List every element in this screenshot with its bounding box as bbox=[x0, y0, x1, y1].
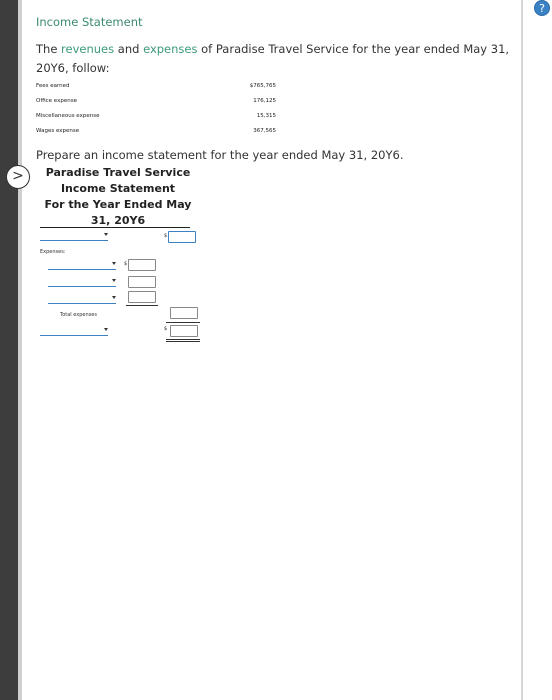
expense-account-select-3[interactable] bbox=[48, 295, 116, 304]
chevron-down-icon bbox=[112, 279, 116, 282]
revenue-amount-input[interactable] bbox=[168, 231, 196, 243]
subtotal-rule bbox=[126, 305, 158, 306]
intro-text-1: The bbox=[36, 42, 62, 56]
table-row bbox=[36, 113, 276, 123]
left-frame-inner bbox=[18, 0, 22, 700]
total-expenses-label: Total expenses bbox=[60, 312, 97, 318]
expand-chevron-icon[interactable]: > bbox=[6, 165, 30, 189]
dollar-sign: $ bbox=[164, 233, 168, 239]
account-value: 176,125 bbox=[253, 98, 276, 104]
account-value: 367,565 bbox=[253, 128, 276, 134]
total-rule bbox=[166, 322, 200, 323]
account-label: Miscellaneous expense bbox=[36, 113, 100, 119]
expenses-label: Expenses: bbox=[40, 249, 66, 255]
expense-amount-input-3[interactable] bbox=[128, 291, 156, 303]
expense-account-select-2[interactable] bbox=[48, 278, 116, 287]
statement-heading bbox=[40, 165, 196, 229]
account-label: Wages expense bbox=[36, 128, 80, 134]
table-row bbox=[36, 98, 276, 108]
chevron-down-icon bbox=[112, 262, 116, 265]
company-name: Paradise Travel Service bbox=[45, 166, 191, 179]
left-frame-bar bbox=[0, 0, 18, 700]
heading-underline bbox=[40, 227, 190, 228]
account-label: Fees earned bbox=[36, 83, 70, 89]
page-title: Income Statement bbox=[36, 15, 143, 29]
total-expenses-input[interactable] bbox=[170, 307, 198, 319]
help-icon[interactable]: ? bbox=[534, 0, 550, 16]
instruction-text: Prepare an income statement for the year ended May 31, 20Y6. bbox=[36, 148, 404, 162]
statement-period-line2: 31, 20Y6 bbox=[90, 214, 146, 227]
intro-text-3: of Paradise Travel Service for the year ended May 31, 20Y6, follow: bbox=[36, 42, 510, 75]
table-row bbox=[36, 128, 276, 138]
revenue-account-select[interactable] bbox=[40, 232, 108, 241]
expense-amount-input-1[interactable] bbox=[128, 259, 156, 271]
table-row bbox=[36, 83, 276, 93]
right-frame-area bbox=[523, 0, 552, 700]
intro-text-2: and bbox=[114, 42, 144, 56]
statement-title: Income Statement bbox=[60, 182, 176, 195]
statement-period-line1: For the Year Ended May bbox=[44, 198, 192, 211]
expense-account-select-1[interactable] bbox=[48, 261, 116, 270]
double-rule-top bbox=[166, 339, 200, 340]
net-income-input[interactable] bbox=[170, 325, 198, 337]
chevron-down-icon bbox=[104, 328, 108, 331]
account-value: $765,765 bbox=[249, 83, 276, 89]
term-revenues-link[interactable]: revenues bbox=[61, 42, 115, 56]
net-income-select[interactable] bbox=[40, 327, 108, 336]
term-expenses-link[interactable]: expenses bbox=[143, 42, 198, 56]
chevron-down-icon bbox=[104, 233, 108, 236]
double-rule-bottom bbox=[166, 341, 200, 342]
account-label: Office expense bbox=[36, 98, 77, 104]
expense-amount-input-2[interactable] bbox=[128, 276, 156, 288]
chevron-down-icon bbox=[112, 296, 116, 299]
intro-paragraph bbox=[36, 40, 516, 78]
account-value: 15,315 bbox=[256, 113, 276, 119]
dollar-sign: $ bbox=[124, 261, 128, 267]
dollar-sign: $ bbox=[164, 326, 168, 332]
